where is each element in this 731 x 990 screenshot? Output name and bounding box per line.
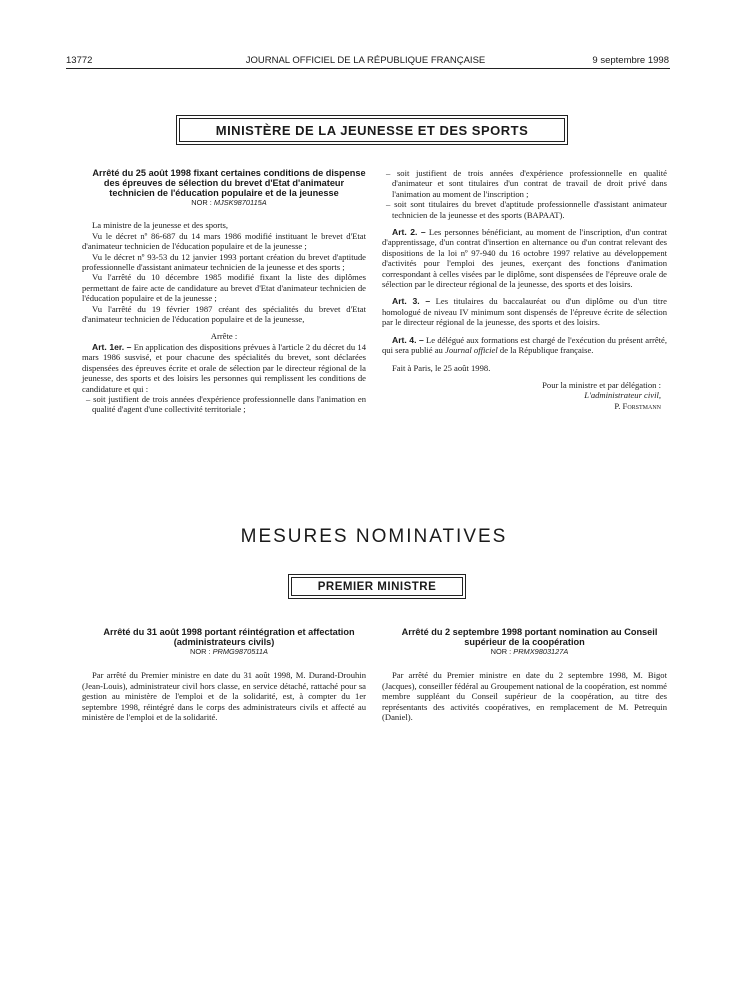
art4-label: Art. 4. – xyxy=(392,334,424,345)
art4-text-after: de la République française. xyxy=(497,345,594,356)
done-at: Fait à Paris, le 25 août 1998. xyxy=(392,362,491,373)
nor-code: PRMX9803127A xyxy=(513,647,569,656)
art2-text: Les personnes bénéficiant, au moment de l'inscription, d'un contrat d'apprentissage, d'un contrat d'insertion en alternance ou d'un contrat relevant des dispositions de la loi nº 97-940 du 16 octobre 1997 relative au développement d'activités pour l'emploi des jeunes, exerçant des fonctions d'animation correspondant à celles visées par le diplôme, sont dispensées de l'épreuve orale de sélection par le directeur régional de la jeunesse, des sports et des loisirs. xyxy=(382,227,668,290)
art2-label: Art. 2. – xyxy=(392,227,426,238)
visa-intro: La ministre de la jeunesse et des sports, xyxy=(92,220,229,231)
arrete2-body: Par arrêté du Premier ministre en date du 31 août 1998, M. Durand-Drouhin (Jean-Louis), administrateur civil hors classe, en service détaché, rattaché pour sa gestion au ministère de l'emploi et de la solidarité, est, à compter du 1er septembre 1998, réintégré dans le corps des administrateurs civils et affecté au ministère de l'emploi et de la solidarité. xyxy=(82,670,366,723)
art4-journal: Journal officiel xyxy=(445,345,498,356)
art1-item-2: – soit justifient de trois années d'expérience professionnelle en qualité d'animateur et sont titulaires d'un contrat de travail de droit privé dans l'animation au moment de l'inscription ; xyxy=(386,168,667,199)
arrete1-nor xyxy=(82,198,366,208)
article-2 xyxy=(382,227,667,289)
arrete1-right-column xyxy=(382,168,667,411)
arrete3-body: Par arrêté du Premier ministre en date du 2 septembre 1998, M. Bigot (Jacques), conseiller fédéral au Groupement national de la coopération, est nommé membre suppléant du Conseil supérieur de la coopération, au titre des représentants des activités coopératives, en remplacement de M. Petrequin (Daniel). xyxy=(382,670,667,723)
visa-4: Vu l'arrêté du 19 février 1987 créant des spécialités du brevet d'Etat d'animateur technicien de l'éducation populaire et de la jeunesse, xyxy=(82,303,366,325)
arrete2-title: Arrêté du 31 août 1998 portant réintégration et affectation (administrateurs civils) xyxy=(103,627,355,647)
premier-ministre-title: PREMIER MINISTRE xyxy=(291,577,463,596)
mesures-nominatives-heading: MESURES NOMINATIVES xyxy=(240,526,508,547)
page-number: 13772 xyxy=(66,55,93,66)
visa-1: Vu le décret nº 86-687 du 14 mars 1986 modifié instituant le brevet d'Etat d'animateur technicien de l'éducation populaire et de la jeunesse ; xyxy=(82,230,366,252)
art1-item-1: – soit justifient de trois années d'expérience professionnelle dans l'animation en qualité d'agent d'une collectivité territoriale ; xyxy=(86,393,366,415)
art1-label: Art. 1er. – xyxy=(92,341,132,352)
nor-label: NOR : xyxy=(190,647,211,656)
arrete1-left-column xyxy=(82,168,366,415)
art4-text-before: Le délégué aux formations est chargé de l'exécution du présent arrêté, qui sera publié au xyxy=(382,334,668,356)
nor-label: NOR : xyxy=(490,647,512,656)
article-3 xyxy=(382,296,667,327)
issue-date: 9 septembre 1998 xyxy=(592,55,669,66)
arrete2-nor xyxy=(82,647,366,657)
signature-name xyxy=(382,401,667,411)
header-rule xyxy=(66,68,670,69)
art1-text: En application des dispositions prévues à l'article 2 du décret du 14 mars 1986 susvisé, et pour chacune des spécialités du brevet, sont déclarées dispensées des épreuves écrite et orale de sélection par le directeur régional de la jeunesse, des sports et des loisirs les personnes qui remplissent les conditions de candidature et qui : xyxy=(82,341,367,394)
nor-code: PRMG9870511A xyxy=(212,647,268,656)
arrete3-column xyxy=(382,627,667,722)
arrete2-column xyxy=(82,627,366,722)
signatory: P. Forstmann xyxy=(614,400,661,411)
art3-label: Art. 3. – xyxy=(392,296,431,307)
premier-ministre-box xyxy=(288,574,466,599)
signature-line-1: Pour la ministre et par délégation : xyxy=(542,379,661,390)
arrete3-title: Arrêté du 2 septembre 1998 portant nomination au Conseil supérieur de la coopération xyxy=(401,627,658,647)
arrete-word: Arrête : xyxy=(210,331,238,342)
nor-code: MJSK9870115A xyxy=(213,198,267,207)
signature-line-2 xyxy=(382,390,667,400)
arrete1-title: Arrêté du 25 août 1998 fixant certaines conditions de dispense des épreuves de sélection du brevet d'Etat d'animateur technicien de l'éducation populaire et de la jeunesse xyxy=(92,168,366,198)
signature-role: L'administrateur civil, xyxy=(584,390,661,401)
ministry-box xyxy=(176,115,568,145)
journal-title: JOURNAL OFFICIEL DE LA RÉPUBLIQUE FRANÇAISE xyxy=(245,55,486,66)
art3-text: Les titulaires du baccalauréat ou d'un diplôme ou d'un titre homologué de niveau IV minimum sont dispensés de l'épreuve écrite de sélection par le directeur régional de la jeunesse, des sports et des loisirs. xyxy=(382,296,667,328)
art1-item-3: – soit sont titulaires du brevet d'aptitude professionnelle d'assistant animateur technicien de la jeunesse et des sports (BAPAAT). xyxy=(386,199,667,220)
visa-2: Vu le décret nº 93-53 du 12 janvier 1993 portant création du brevet d'aptitude professionnelle d'assistant animateur technicien de la jeunesse et des sports ; xyxy=(82,251,366,273)
ministry-title: MINISTÈRE DE LA JEUNESSE ET DES SPORTS xyxy=(179,118,565,142)
nor-label: NOR : xyxy=(191,198,212,207)
article-1 xyxy=(82,342,366,394)
visa-3: Vu l'arrêté du 10 décembre 1985 modifié fixant la liste des diplômes permettant de faire acte de candidature au brevet d'Etat d'animateur technicien de l'éducation populaire et de la jeunesse ; xyxy=(82,272,366,304)
article-4 xyxy=(382,335,667,356)
arrete3-nor xyxy=(382,647,667,657)
